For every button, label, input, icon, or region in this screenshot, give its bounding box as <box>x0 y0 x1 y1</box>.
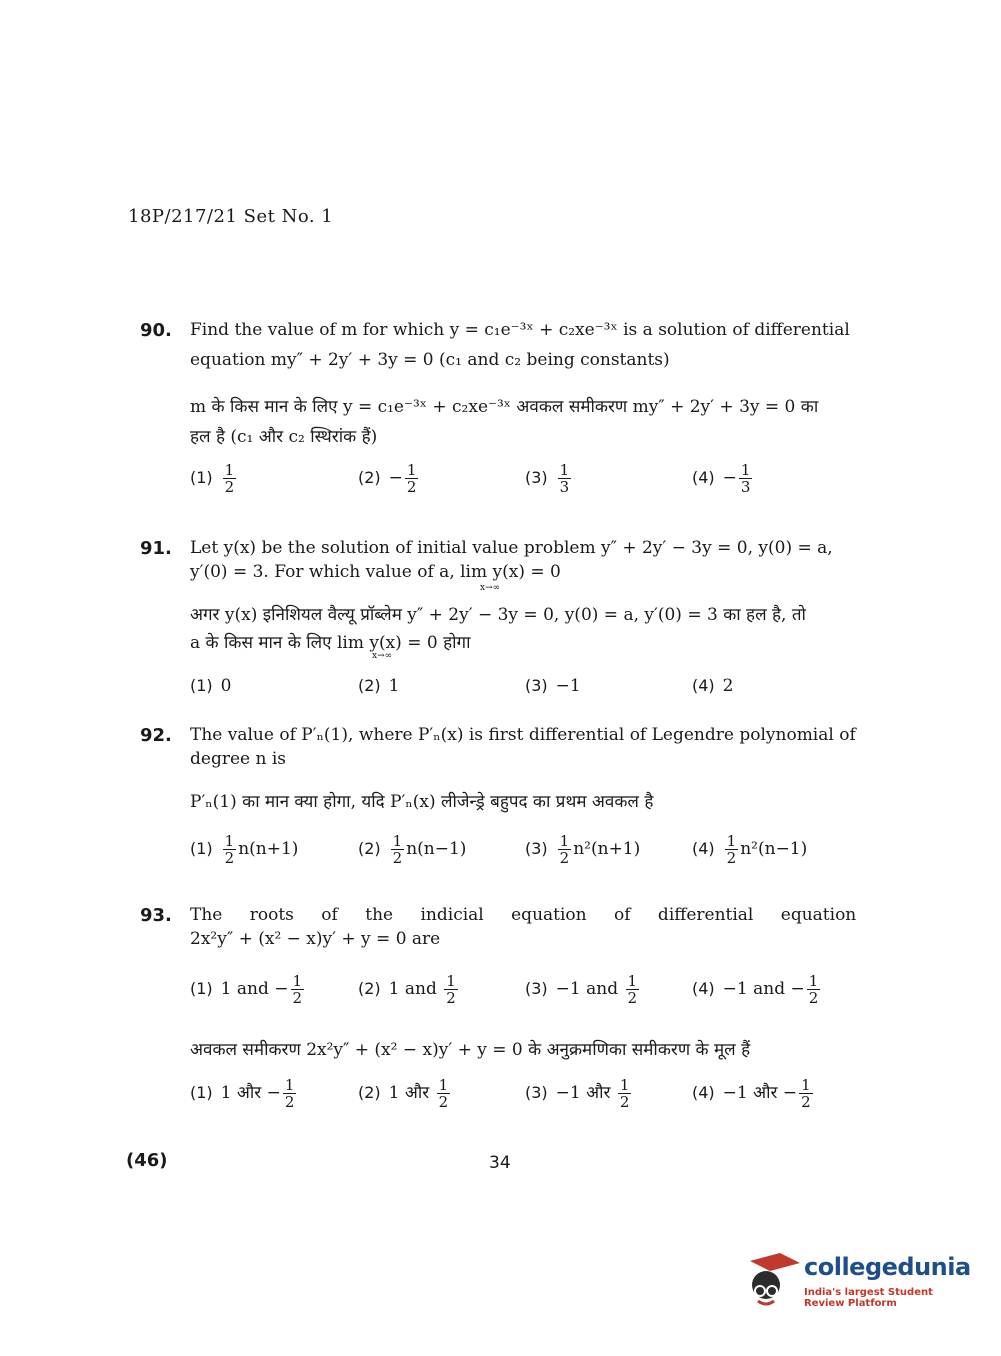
question-90 <box>140 320 880 510</box>
option-4: (4) $\frac{1}{2}$ n²(n−1) <box>692 832 808 867</box>
question-number: 93. <box>140 905 172 926</box>
option-1: (1) $\frac{1}{2}$ <box>190 461 235 496</box>
page-number: 34 <box>489 1153 511 1173</box>
question-92 <box>140 725 880 885</box>
question-text-hi: हल है (c₁ और c₂ स्थिरांक हैं) <box>190 427 378 447</box>
option-1-en: (1) 1 and − $\frac{1}{2}$ <box>190 972 303 1007</box>
question-text-en: y′(0) = 3. For which value of a, lim y(x) = 0 <box>190 562 561 582</box>
option-3: (3) $\frac{1}{3}$ <box>525 461 570 496</box>
question-93 <box>140 905 880 1135</box>
mascot-icon <box>744 1251 802 1311</box>
limit-subscript: x→∞ <box>372 651 393 661</box>
option-1: (1) $\frac{1}{2}$ n(n+1) <box>190 832 299 867</box>
question-text-hi: अवकल समीकरण 2x²y″ + (x² − x)y′ + y = 0 के अनुक्रमणिका समीकरण के मूल हैं <box>190 1040 751 1060</box>
booklet-code: (46) <box>126 1150 168 1171</box>
limit-subscript: x→∞ <box>480 583 501 593</box>
question-text-en: degree n is <box>190 749 286 769</box>
question-text-hi: m के किस मान के लिए y = c₁e⁻³ˣ + c₂xe⁻³ˣ अवकल समीकरण my″ + 2y′ + 3y = 0 का <box>190 397 819 417</box>
paper-code-header: 18P/217/21 Set No. 1 <box>128 206 334 227</box>
option-4: (4) 2 <box>692 676 734 696</box>
option-4-en: (4) −1 and − $\frac{1}{2}$ <box>692 972 819 1007</box>
question-text-en: Find the value of m for which y = c₁e⁻³ˣ + c₂xe⁻³ˣ is a solution of differential <box>190 320 850 340</box>
question-number: 92. <box>140 725 172 746</box>
option-2: (2) $\frac{1}{2}$ n(n−1) <box>358 832 467 867</box>
option-3: (3) −1 <box>525 676 581 696</box>
question-text-en: The value of P′ₙ(1), where P′ₙ(x) is first differential of Legendre polynomial of <box>190 725 856 745</box>
option-2-hi: (2) 1 और $\frac{1}{2}$ <box>358 1076 449 1111</box>
question-text-en: The roots of the indicial equation of differential equation <box>190 905 857 925</box>
question-number: 90. <box>140 320 172 341</box>
question-text-hi: P′ₙ(1) का मान क्या होगा, यदि P′ₙ(x) लीजेन्ड्रे बहुपद का प्रथम अवकल है <box>190 792 654 812</box>
option-3: (3) $\frac{1}{2}$ n²(n+1) <box>525 832 641 867</box>
brand-name: collegedunia <box>804 1253 971 1281</box>
question-text-en: Let y(x) be the solution of initial value problem y″ + 2y′ − 3y = 0, y(0) = a, <box>190 538 833 558</box>
option-2-en: (2) 1 and $\frac{1}{2}$ <box>358 972 456 1007</box>
option-1: (1) 0 <box>190 676 232 696</box>
question-91 <box>140 538 880 708</box>
question-text-hi: a के किस मान के लिए lim y(x) = 0 होगा <box>190 633 471 653</box>
question-text-hi: अगर y(x) इनिशियल वैल्यू प्रॉब्लेम y″ + 2y′ − 3y = 0, y(0) = a, y′(0) = 3 का हल है, तो <box>190 605 806 625</box>
option-4-hi: (4) −1 और − $\frac{1}{2}$ <box>692 1076 811 1111</box>
brand-tagline: India's largest Student Review Platform <box>804 1287 933 1309</box>
question-text-en: equation my″ + 2y′ + 3y = 0 (c₁ and c₂ being constants) <box>190 350 670 370</box>
option-1-hi: (1) 1 और − $\frac{1}{2}$ <box>190 1076 295 1111</box>
option-2: (2) − $\frac{1}{2}$ <box>358 461 417 496</box>
option-2: (2) 1 <box>358 676 400 696</box>
option-4: (4) − $\frac{1}{3}$ <box>692 461 751 496</box>
collegedunia-logo <box>744 1251 974 1311</box>
question-number: 91. <box>140 538 172 559</box>
question-text-en: 2x²y″ + (x² − x)y′ + y = 0 are <box>190 929 441 949</box>
option-3-hi: (3) −1 और $\frac{1}{2}$ <box>525 1076 630 1111</box>
option-3-en: (3) −1 and $\frac{1}{2}$ <box>525 972 638 1007</box>
